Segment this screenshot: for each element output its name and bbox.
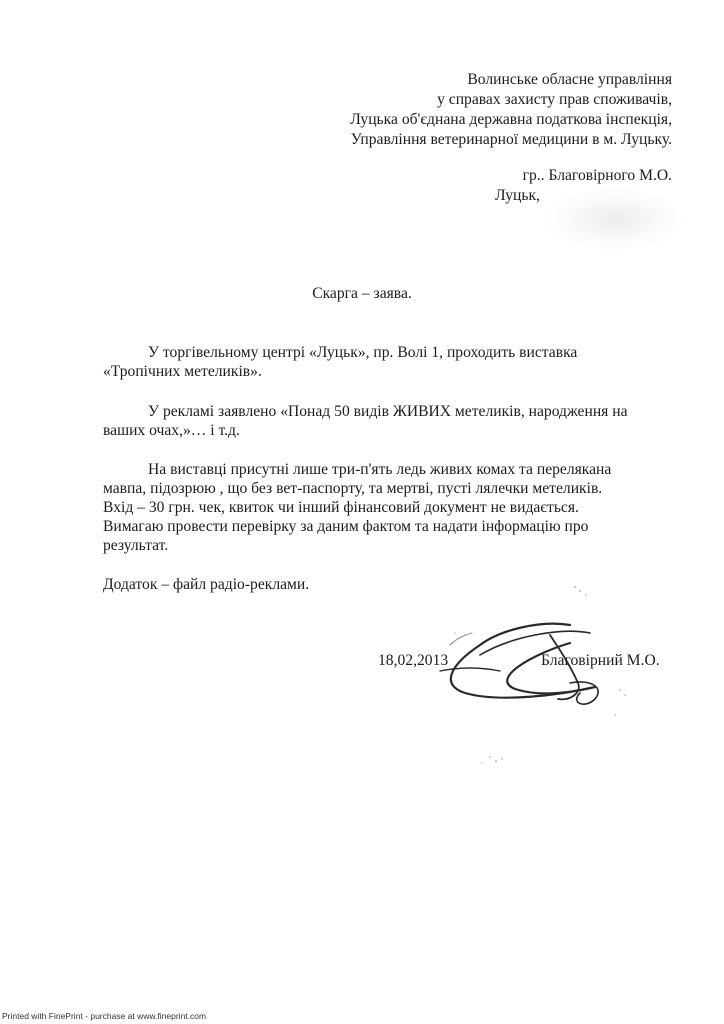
paragraph-3-line-4: Вимагаю провести перевірку за даним фактом та надати інформацію про xyxy=(103,518,589,535)
paragraph-3-line-2: мавпа, підозрюю , що без вет-паспорту, та мертві, пусті лялечки метеликів. xyxy=(103,480,603,497)
paragraph-1-line-2: «Тропічних метеликів». xyxy=(103,363,262,380)
attachment-note: Додаток – файл радіо-реклами. xyxy=(103,576,310,593)
paragraph-3-line-1: На виставці присутні лише три-п'ять ледь живих комах та переляканa xyxy=(148,461,612,478)
signer-name: Благовірний М.О. xyxy=(541,652,660,669)
paragraph-2-line-1: У рекламі заявлено «Понад 50 видів ЖИВИХ метеликів, народження на xyxy=(148,403,628,420)
addressee-line-1: Волинське обласне управління xyxy=(467,71,672,88)
sender-name: гр.. Благовірного М.О. xyxy=(522,167,672,184)
addressee-line-3: Луцька об'єднана державна податкова інспекція, xyxy=(350,111,672,128)
addressee-line-4: Управління ветеринарної медицини в м. Луцьку. xyxy=(350,131,672,148)
signature-date: 18,02,2013 xyxy=(378,652,449,669)
sender-city: Луцьк, xyxy=(495,187,540,204)
handwritten-signature xyxy=(420,575,640,775)
paragraph-3-line-5: результат. xyxy=(103,537,169,554)
paragraph-3-line-3: Вхід – 30 грн. чек, квиток чи інший фінансовий документ не видається. xyxy=(103,499,579,516)
print-footer-note: Printed with FinePrint - purchase at www.fineprint.com xyxy=(2,1011,207,1021)
paragraph-2-line-2: ваших очах,»… і т.д. xyxy=(103,422,240,439)
addressee-line-2: у справах захисту прав споживачів, xyxy=(437,91,672,108)
paragraph-1-line-1: У торгівельному центрі «Луцьк», пр. Волі 1, проходить виставка xyxy=(148,344,578,361)
redacted-address-blur xyxy=(548,190,682,248)
document-title: Скарга – заява. xyxy=(312,285,412,302)
